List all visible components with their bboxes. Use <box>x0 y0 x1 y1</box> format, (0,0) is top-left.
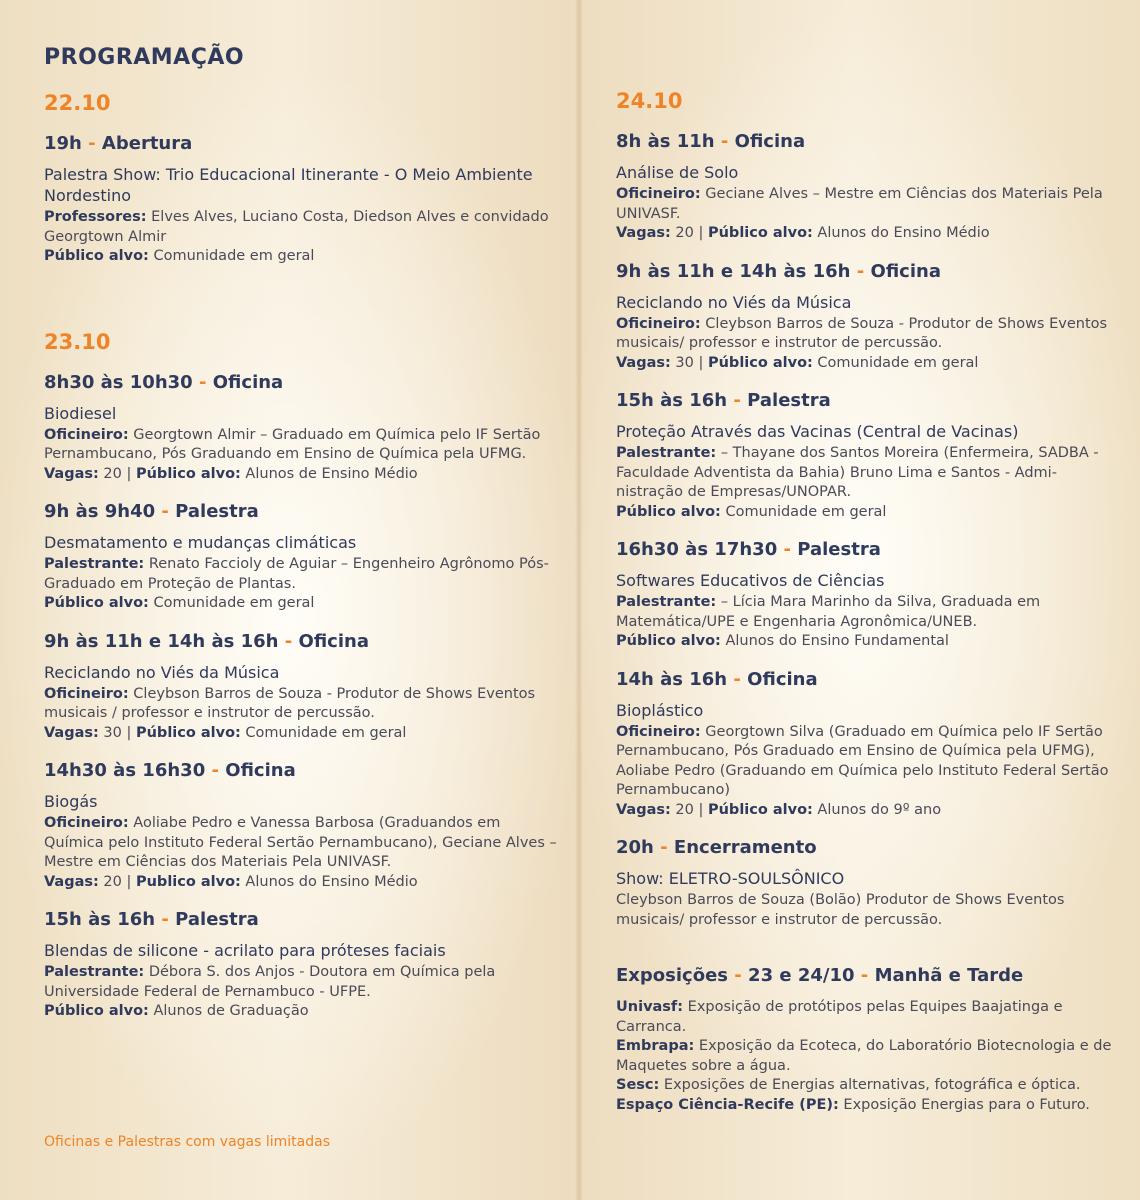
detail-text: Alunos do Ensino Médio <box>812 225 990 241</box>
event-time-type <box>616 260 1121 284</box>
event-item <box>44 759 564 892</box>
detail-text: Renato Faccioly de Aguiar – Engenheiro Agrônomo Pós-Graduado em Proteção de Plantas. <box>44 556 549 592</box>
event-type: Palestra <box>175 501 259 522</box>
event-type: Palestra <box>797 539 881 560</box>
event-title: Show: ELETRO-SOULSÔNICO <box>616 869 845 888</box>
detail-label: Oficineiro: <box>44 685 129 702</box>
event-type: Oficina <box>298 630 369 652</box>
detail-label: Oficineiro: <box>616 315 701 332</box>
detail-text: 30 | <box>98 724 136 741</box>
date-heading: 23.10 <box>44 329 111 354</box>
detail-label: Publico alvo: <box>135 873 241 890</box>
event-time-type <box>616 836 1121 860</box>
detail-label: Vagas: <box>44 465 99 482</box>
event-item <box>616 130 1121 244</box>
event-dash: - <box>88 133 96 154</box>
event-type: Oficina <box>734 131 806 152</box>
event-type: Palestra <box>175 909 259 930</box>
detail-label: Oficineiro: <box>616 723 701 740</box>
detail-text: Geciane Alves – Mestre em Ciências dos Materiais Pela UNIVASF. <box>616 186 1103 222</box>
detail-text: Georgtown Silva (Graduado em Química pelo IF Sertão Pernambucano, Pós Graduado em Ensino de Química pela UFMG), Aoliabe Pedro (Graduando em Química pelo Instituto Federal Sertão Pernambucano) <box>616 723 1109 798</box>
event-detail <box>44 1002 564 1022</box>
event-title: Palestra Show: Trio Educacional Itinerante - O Meio Ambiente Nordestino <box>44 165 533 205</box>
detail-text: Exposição da Ecoteca, do Laboratório Biotecnologia e de Maquetes sobre a água. <box>616 1038 1112 1074</box>
detail-text: Comunidade em geral <box>812 354 979 371</box>
event-dash: - <box>733 668 741 690</box>
detail-text: Exposições de Energias alternativas, fotográfica e óptica. <box>659 1077 1081 1093</box>
detail-text: Comunidade em geral <box>720 503 887 520</box>
event-time-type <box>44 908 564 932</box>
detail-label: Univasf: <box>616 999 684 1015</box>
detail-text: Alunos do Ensino Fundamental <box>720 633 949 649</box>
event-detail <box>44 814 564 873</box>
detail-label: Palestrante: <box>616 445 717 461</box>
event-time-type <box>44 630 564 654</box>
event-time-type <box>616 130 1121 154</box>
exhibitions-heading <box>616 964 1121 988</box>
event-dash: - <box>860 965 869 986</box>
event-time: 19h <box>44 133 82 154</box>
detail-label: Espaço Ciência-Recife (PE): <box>616 1096 839 1113</box>
detail-text: Cleybson Barros de Souza - Produtor de Shows Eventos musicais / professor e instrutor de percussão. <box>44 685 536 721</box>
event-detail <box>44 208 564 247</box>
event-title: Desmatamento e mudanças climáticas <box>44 533 357 552</box>
event-detail <box>616 801 1121 821</box>
right-column <box>616 88 1121 1131</box>
event-time: 15h às 16h <box>44 909 156 930</box>
detail-label: Vagas: <box>616 225 671 241</box>
event-time-type <box>44 500 564 524</box>
detail-label: Público alvo: <box>44 248 149 264</box>
event-title: Bioplástico <box>616 700 704 720</box>
event-dash: - <box>284 630 293 652</box>
event-item <box>616 389 1121 522</box>
detail-text: Alunos do 9º ano <box>812 801 942 818</box>
detail-label: Oficineiro: <box>616 186 701 202</box>
event-detail <box>616 224 1121 244</box>
detail-text: Exposição Energias para o Futuro. <box>838 1096 1090 1113</box>
detail-label: Público alvo: <box>616 503 721 520</box>
detail-text: 30 | <box>670 354 708 371</box>
detail-label: Palestrante: <box>44 964 145 980</box>
detail-text: 20 | <box>670 801 708 818</box>
event-detail <box>616 593 1121 632</box>
event-item <box>616 260 1121 374</box>
event-time-type <box>44 371 564 395</box>
detail-label: Oficineiro: <box>44 815 129 831</box>
event-detail: Cleybson Barros de Souza (Bolão) Produtor de Shows Eventos musicais/ professor e instrutor de percussão. <box>616 892 1065 928</box>
detail-label: Público alvo: <box>44 1003 149 1019</box>
event-time-type <box>616 668 1121 692</box>
detail-text: Débora S. dos Anjos - Doutora em Química pela Universidade Federal de Pernambuco - UFPE. <box>44 964 496 1000</box>
event-title: Reciclando no Viés da Música <box>616 292 852 312</box>
event-detail <box>44 963 564 1002</box>
event-title: Softwares Educativos de Ciências <box>616 571 885 590</box>
event-title: Blendas de silicone - acrilato para próteses faciais <box>44 941 446 960</box>
detail-label: Professores: <box>44 209 147 225</box>
detail-label: Palestrante: <box>616 594 717 610</box>
detail-label: Vagas: <box>616 354 671 371</box>
event-dash: - <box>733 390 741 411</box>
event-time: 9h às 11h e 14h às 16h <box>616 260 851 282</box>
detail-text: Comunidade em geral <box>148 595 315 611</box>
detail-label: Público alvo: <box>707 225 813 241</box>
event-dash: - <box>161 909 169 930</box>
detail-label: Vagas: <box>44 724 99 741</box>
detail-text: Comunidade em geral <box>148 248 315 264</box>
event-item <box>44 908 564 1022</box>
event-time-type <box>44 759 564 783</box>
event-dash: - <box>720 131 729 152</box>
detail-label: Público alvo: <box>707 354 813 371</box>
detail-text: 20 | <box>98 873 136 890</box>
event-type: Oficina <box>225 760 296 781</box>
event-detail <box>616 315 1121 354</box>
event-item <box>616 538 1121 652</box>
event-detail <box>616 503 1121 523</box>
detail-label: Público alvo: <box>707 801 813 818</box>
event-time: 20h <box>616 837 654 858</box>
date-heading: 22.10 <box>44 91 111 115</box>
detail-label: Palestrante: <box>44 556 145 572</box>
detail-text: Elves Alves, Luciano Costa, Diedson Alves e convidado Georgtown Almir <box>44 209 549 245</box>
event-detail <box>44 426 564 465</box>
event-detail <box>616 723 1121 801</box>
event-detail <box>616 185 1121 224</box>
detail-label: Público alvo: <box>135 724 241 741</box>
footnote: Oficinas e Palestras com vagas limitadas <box>44 1134 331 1150</box>
detail-text: – Thayane dos Santos Moreira (Enfermeira, SADBA - Faculdade Adventista da Bahia) Bruno Lima e Santos - Admi-nistração de Empresas/UNOPAR. <box>616 445 1099 500</box>
exhibition-item <box>616 1037 1121 1076</box>
detail-text: Alunos do Ensino Médio <box>240 873 418 890</box>
detail-text: Cleybson Barros de Souza - Produtor de Shows Eventos musicais/ professor e instrutor de percussão. <box>616 315 1108 351</box>
exhibitions-title: Exposições <box>616 965 728 986</box>
exhibition-item <box>616 1076 1121 1096</box>
detail-label: Vagas: <box>44 873 99 890</box>
event-detail <box>44 247 564 267</box>
event-type: Abertura <box>101 133 193 154</box>
exhibitions-period: Manhã e Tarde <box>874 965 1024 986</box>
event-time-type <box>44 132 564 156</box>
detail-label: Público alvo: <box>135 465 241 482</box>
event-type: Oficina <box>870 260 941 282</box>
event-detail <box>44 555 564 594</box>
event-title: Reciclando no Viés da Música <box>44 662 280 682</box>
event-time-type <box>616 389 1121 413</box>
event-type: Palestra <box>747 390 831 411</box>
detail-text: – Lícia Mara Marinho da Silva, Graduada em Matemática/UPE e Engenharia Agronômica/UNEB. <box>616 594 1041 630</box>
event-title: Biodiesel <box>44 403 117 423</box>
event-item <box>44 371 564 485</box>
event-dash: - <box>198 371 207 393</box>
event-detail <box>44 594 564 614</box>
detail-label: Oficineiro: <box>44 426 129 443</box>
event-time: 9h às 11h e 14h às 16h <box>44 630 279 652</box>
left-column <box>44 44 564 1038</box>
event-detail <box>44 724 564 744</box>
event-time: 8h30 às 10h30 <box>44 371 193 393</box>
event-detail <box>44 465 564 485</box>
detail-label: Público alvo: <box>616 633 721 649</box>
detail-text: Alunos de Ensino Médio <box>240 465 418 482</box>
event-type: Oficina <box>747 668 818 690</box>
page-fold <box>575 0 583 1200</box>
event-detail <box>44 685 564 724</box>
event-item <box>44 630 564 744</box>
event-dash: - <box>660 837 668 858</box>
event-title: Análise de Solo <box>616 163 739 182</box>
event-time: 15h às 16h <box>616 390 728 411</box>
detail-text: Georgtown Almir – Graduado em Química pelo IF Sertão Pernambucano, Pós Graduando em Ensino de Química pela UFMG. <box>44 426 541 462</box>
event-dash: - <box>734 965 742 986</box>
event-detail <box>616 354 1121 374</box>
detail-label: Público alvo: <box>44 595 149 611</box>
event-time: 14h30 às 16h30 <box>44 760 206 781</box>
event-item <box>44 132 564 267</box>
event-detail <box>616 444 1121 503</box>
detail-text: 20 | <box>670 225 708 241</box>
detail-text: 20 | <box>98 465 136 482</box>
event-item <box>616 836 1121 930</box>
exhibitions-dates: 23 e 24/10 <box>748 965 855 986</box>
exhibition-item <box>616 998 1121 1037</box>
detail-text: Exposição de protótipos pelas Equipes Baajatinga e Carranca. <box>616 999 1063 1035</box>
exhibition-item <box>616 1096 1121 1116</box>
event-detail <box>616 632 1121 652</box>
event-dash: - <box>161 501 169 522</box>
event-dash: - <box>783 539 791 560</box>
page-title: PROGRAMAÇÃO <box>44 45 245 70</box>
event-time: 8h às 11h <box>616 131 715 152</box>
detail-text: Aoliabe Pedro e Vanessa Barbosa (Graduandos em Química pelo Instituto Federal Sertão Pernambucano), Geciane Alves – Mestre em Ciências dos Materiais Pela UNIVASF. <box>44 815 557 870</box>
event-item <box>616 668 1121 821</box>
detail-text: Alunos de Graduação <box>148 1003 309 1019</box>
detail-text: Comunidade em geral <box>240 724 407 741</box>
event-time: 14h às 16h <box>616 668 728 690</box>
event-item <box>44 500 564 614</box>
detail-label: Embrapa: <box>616 1038 695 1054</box>
event-dash: - <box>856 260 865 282</box>
event-time: 16h30 às 17h30 <box>616 539 778 560</box>
event-time: 9h às 9h40 <box>44 501 156 522</box>
exhibitions-section <box>616 964 1121 1115</box>
event-title: Proteção Através das Vacinas (Central de Vacinas) <box>616 422 1019 441</box>
detail-label: Vagas: <box>616 801 671 818</box>
detail-label: Sesc: <box>616 1077 660 1093</box>
date-heading: 24.10 <box>616 89 683 113</box>
event-time-type <box>616 538 1121 562</box>
event-detail <box>44 873 564 893</box>
event-type: Encerramento <box>673 837 817 858</box>
event-title: Biogás <box>44 792 98 811</box>
event-type: Oficina <box>212 371 284 393</box>
event-dash: - <box>211 760 219 781</box>
